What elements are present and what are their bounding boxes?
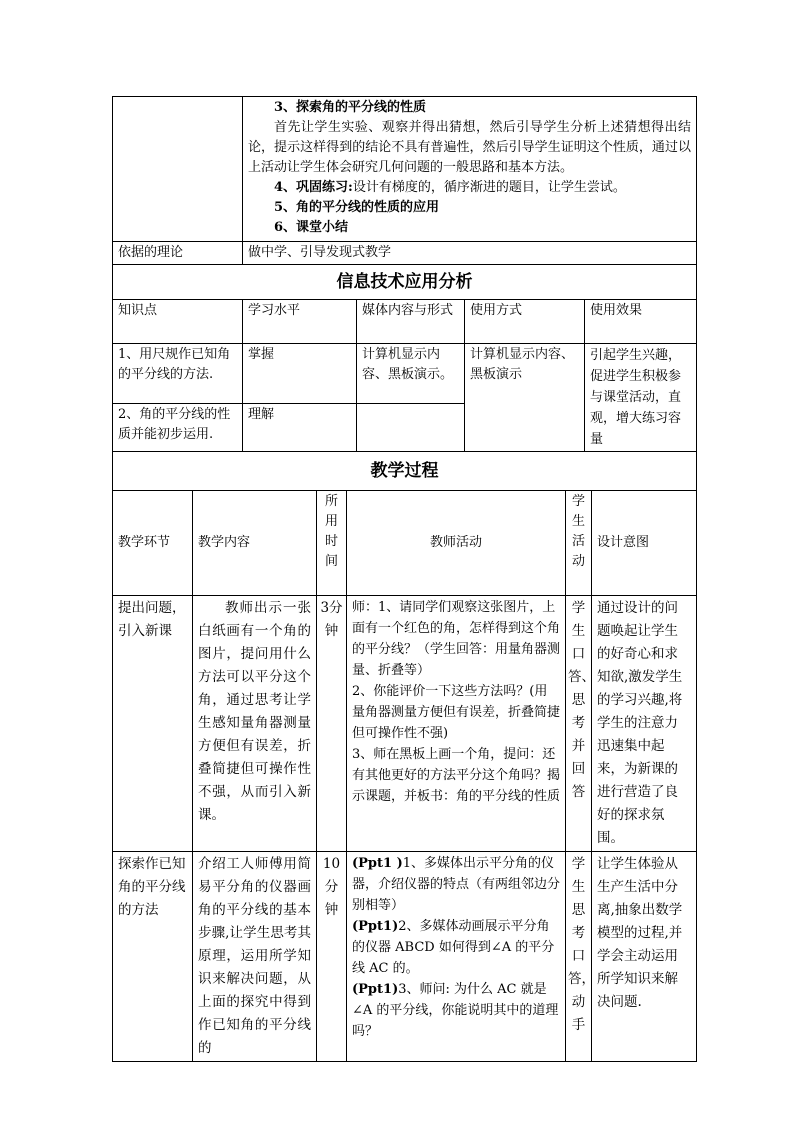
proc-row-1-content: 教师出示一张白纸画有一个角的图片，提问用什么方法可以平分这个角，通过思考让学生感知量角器测量方便但有误差，折叠简捷但可操作性不强，从而引入新课。 xyxy=(193,596,317,852)
process-steps-cell xyxy=(243,97,697,242)
proc-row-2-teacher-text-1: 1、多媒体出示平分角的仪器，介绍仪器的特点（有两组邻边分别相等） xyxy=(352,856,561,913)
proc-row-2-intent: 让学生体验从生产生活中分离,抽象出数学模型的过程,并学会主动运用所学知识来解决问题. xyxy=(592,852,697,1062)
it-header-level: 学习水平 xyxy=(243,300,357,344)
proc-row-2-student: 学生思考口答，动手 xyxy=(566,852,592,1062)
proc-header-content: 教学内容 xyxy=(193,491,317,596)
proc-row-1-teacher-line-1: 师：1、请同学们观察这张图片，上面有一个红色的角，怎样得到这个角的平分线？（学生回答：用量角器测量、折叠等） xyxy=(352,600,561,678)
step-3-title: 3、探索角的平分线的性质 xyxy=(274,100,427,115)
process-section-title: 教学过程 xyxy=(113,452,697,491)
proc-row-2-teacher-line-3 xyxy=(352,979,560,1042)
step-4-text: 设计有梯度的，循序渐进的题目，让学生尝试。 xyxy=(352,180,626,195)
lesson-top-table xyxy=(112,96,697,265)
proc-header-phase: 教学环节 xyxy=(113,491,193,596)
it-header-effect: 使用效果 xyxy=(585,300,697,344)
proc-header-student: 学生活动 xyxy=(566,491,592,596)
proc-row-2-teacher-line-2 xyxy=(352,916,560,979)
ppt-tag-2: (Ppt1) xyxy=(352,919,399,934)
proc-row-1-intent: 通过设计的问题唤起让学生的好奇心和求知欲,激发学生的学习兴趣,将学生的注意力迅速集中起来，为新课的进行营造了良好的探求氛围。 xyxy=(592,596,697,852)
proc-header-time: 所用时间 xyxy=(317,491,347,596)
proc-row-2-phase: 探索作已知角的平分线的方法 xyxy=(113,852,193,1062)
it-row-1-level: 掌握 xyxy=(243,344,357,404)
it-media-cell: 计算机显示内容、黑板演示。 xyxy=(357,344,465,404)
proc-row-1-teacher-line-3: 3、师在黑板上画一个角，提问：还有其他更好的方法平分这个角吗？揭示课题，并板书：角的平分线的性质 xyxy=(352,747,561,804)
proc-header-teacher: 教师活动 xyxy=(347,491,566,596)
proc-row-1-phase: 提出问题，引入新课 xyxy=(113,596,193,852)
proc-row-2-teacher-text-2: 2、多媒体动画展示平分角的仪器 ABCD 如何得到∠A 的平分线 AC 的。 xyxy=(352,919,555,976)
theory-label: 依据的理论 xyxy=(113,242,243,265)
it-method-cell: 计算机显示内容、黑板演示 xyxy=(465,344,585,452)
theory-value: 做中学、引导发现式教学 xyxy=(243,242,697,265)
it-section-title: 信息技术应用分析 xyxy=(113,265,697,300)
step-4-label: 4、巩固练习: xyxy=(274,180,353,195)
it-row-2-point: 2、角的平分线的性质并能初步运用. xyxy=(113,404,243,452)
it-analysis-table xyxy=(112,264,697,452)
proc-row-2-teacher xyxy=(347,852,566,1062)
it-media-blank xyxy=(357,404,465,452)
it-row-1-point: 1、用尺规作已知角的平分线的方法. xyxy=(113,344,243,404)
step-6: 6、课堂小结 xyxy=(274,220,349,235)
proc-row-1-time: 3分钟 xyxy=(317,596,347,852)
proc-row-2-teacher-line-1 xyxy=(352,853,560,916)
proc-header-intent: 设计意图 xyxy=(592,491,697,596)
proc-row-1-teacher-line-2: 2、你能评价一下这些方法吗？(用量角器测量方便但有误差，折叠简捷但可操作性不强) xyxy=(352,684,561,741)
it-row-2-level: 理解 xyxy=(243,404,357,452)
proc-row-2-teacher-text-3: 3、师问: 为什么 AC 就是∠A 的平分线，你能说明其中的道理吗？ xyxy=(352,982,559,1039)
ppt-tag-1: (Ppt1 ) xyxy=(352,856,403,871)
it-header-method: 使用方式 xyxy=(465,300,585,344)
step-4 xyxy=(248,178,691,198)
it-header-point: 知识点 xyxy=(113,300,243,344)
proc-row-2-time: 10分钟 xyxy=(317,852,347,1062)
it-header-media: 媒体内容与形式 xyxy=(357,300,465,344)
proc-row-1-student: 学生口答、思考并回答 xyxy=(566,596,592,852)
proc-row-1-teacher xyxy=(347,596,566,852)
step-5: 5、角的平分线的性质的应用 xyxy=(274,200,440,215)
ppt-tag-3: (Ppt1) xyxy=(352,982,399,997)
it-effect-cell: 引起学生兴趣，促进学生积极参与课堂活动，直观，增大练习容量 xyxy=(585,344,697,452)
proc-row-2-content: 介绍工人师傅用简易平分角的仪器画角的平分线的基本步骤,让学生思考其原理，运用所学知识来解决问题，从上面的探究中得到作已知角的平分线的 xyxy=(193,852,317,1062)
lesson-plan-page xyxy=(112,96,696,1062)
blank-label-cell xyxy=(113,97,243,242)
process-table xyxy=(112,451,697,1062)
step-3-desc: 首先让学生实验、观察并得出猜想，然后引导学生分析上述猜想得出结论，提示这样得到的结论不具有普遍性，然后引导学生证明这个性质，通过以上活动让学生体会研究几何问题的一般思路和基本方法。 xyxy=(248,120,691,175)
